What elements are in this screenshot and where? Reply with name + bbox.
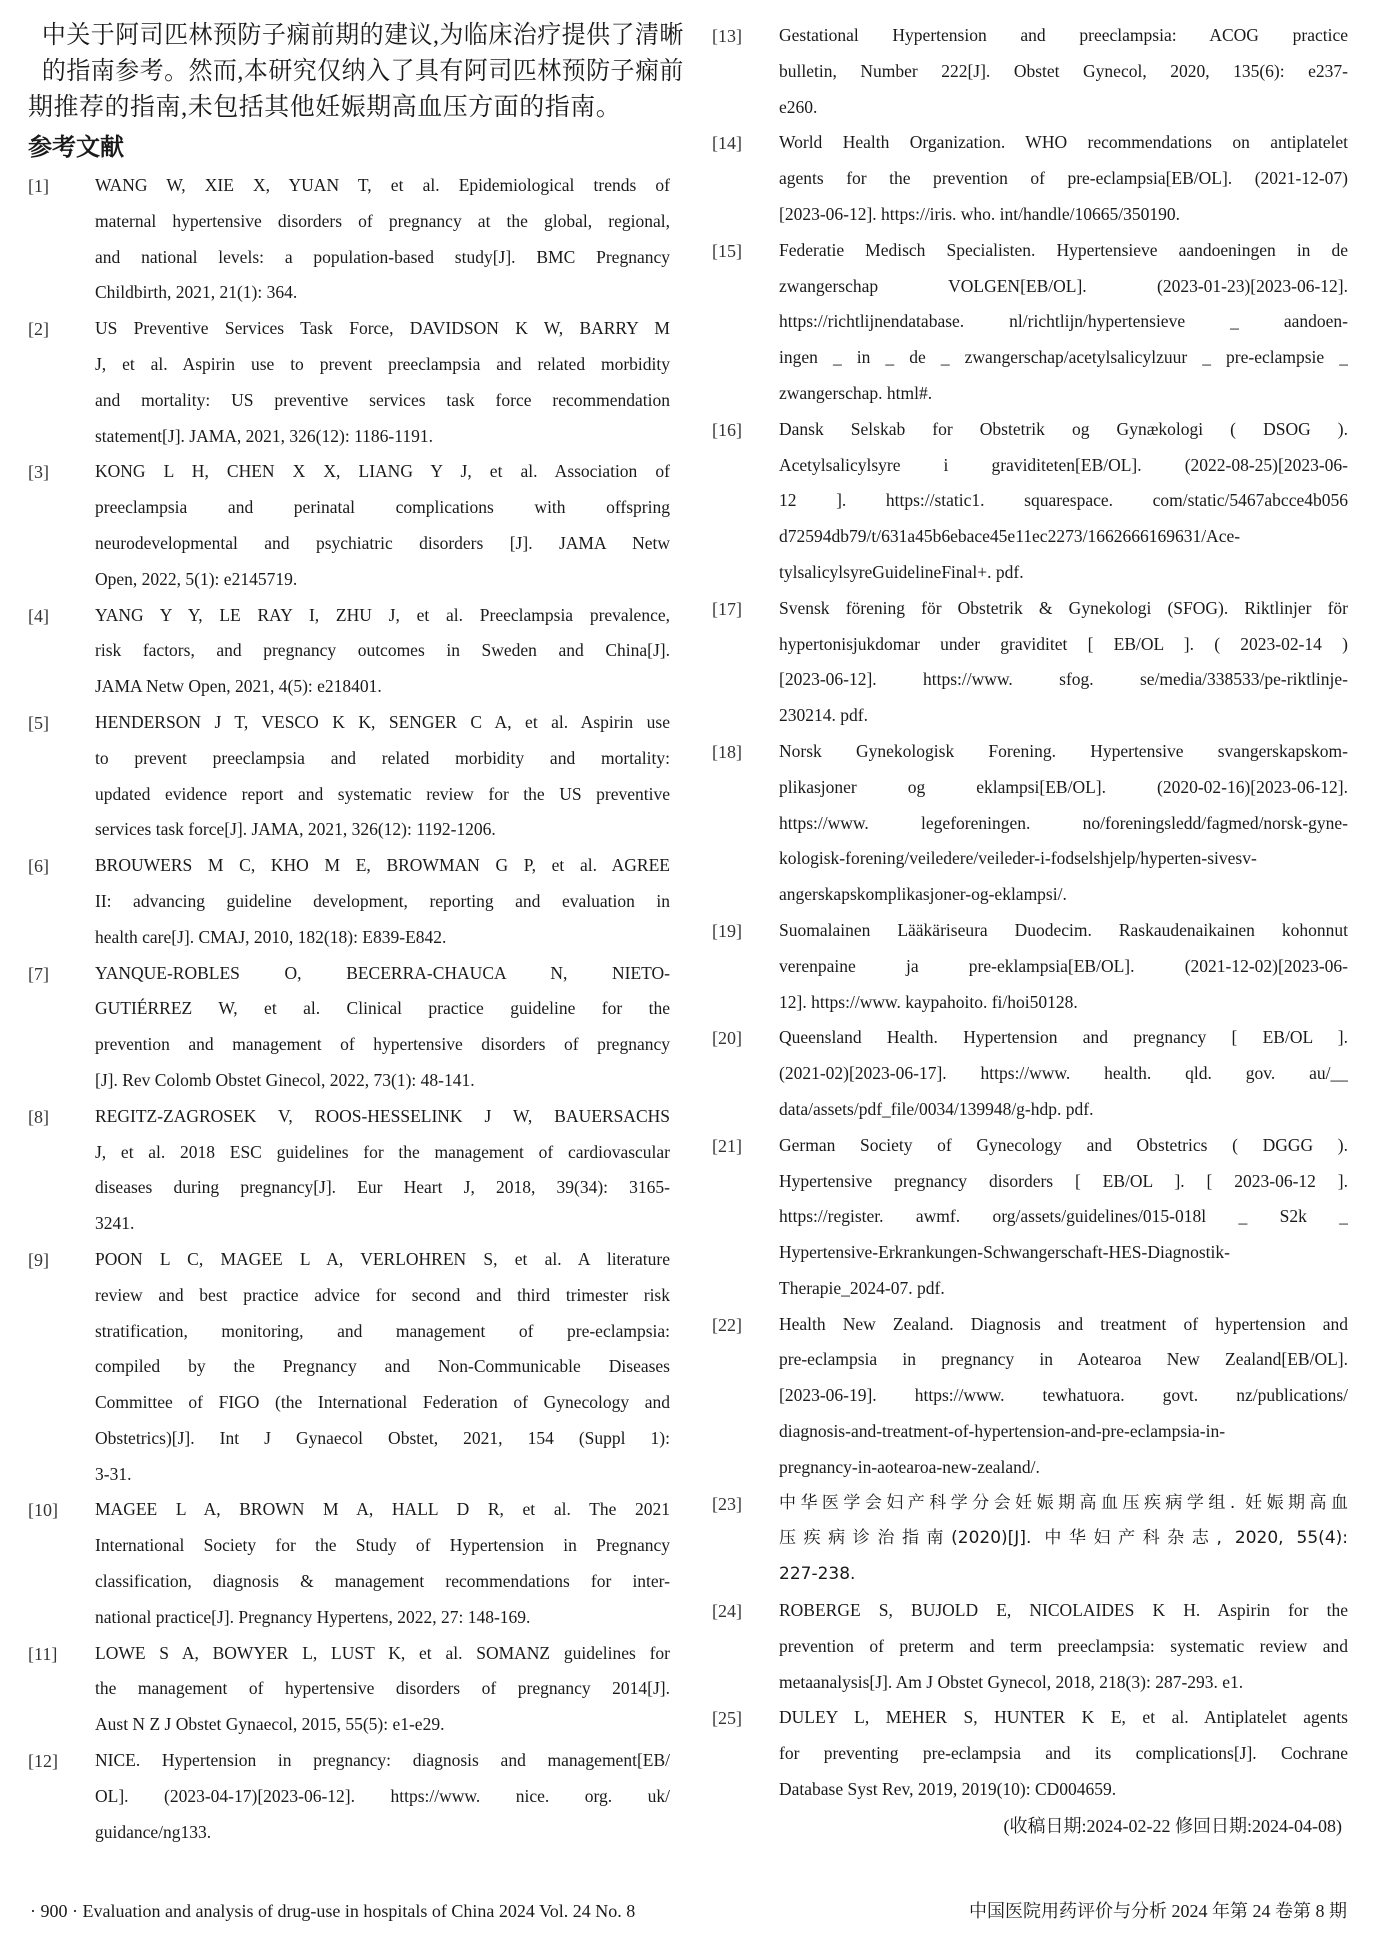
reference-text bbox=[95, 848, 670, 955]
reference-number: [16] bbox=[712, 419, 742, 440]
reference-list-right bbox=[712, 18, 1348, 1808]
reference-text bbox=[95, 598, 670, 705]
reference-line: bulletin, Number 222[J]. Obstet Gynecol, 2020, 135(6): e237- bbox=[779, 60, 1348, 81]
references-heading: 参考文献 bbox=[28, 133, 124, 161]
reference-line: kologisk-forening/veiledere/veileder-i-fodselshjelp/hyperten-sivesv- bbox=[779, 848, 1257, 869]
reference-line: metaanalysis[J]. Am J Obstet Gynecol, 2018, 218(3): 287-293. e1. bbox=[779, 1671, 1244, 1692]
reference-item bbox=[712, 734, 1348, 913]
reference-line: review and best practice advice for second and third trimester risk bbox=[95, 1284, 670, 1305]
reference-number: [12] bbox=[28, 1751, 58, 1772]
reference-item bbox=[712, 1307, 1348, 1486]
reference-number: [5] bbox=[28, 712, 49, 733]
reference-line: 中华医学会妇产科学分会妊娠期高血压疾病学组. 妊娠期高血 bbox=[779, 1492, 1348, 1513]
received-date-note: (收稿日期:2024-02-22 修回日期:2024-04-08) bbox=[1003, 1815, 1342, 1836]
reference-text bbox=[779, 1307, 1348, 1486]
reference-item bbox=[28, 1636, 670, 1743]
reference-line: [2023-06-12]. https://iris. who. int/handle/10665/350190. bbox=[779, 203, 1181, 224]
reference-item bbox=[28, 956, 670, 1099]
reference-line: https://richtlijnendatabase. nl/richtlijn/hypertensieve _ aandoen- bbox=[779, 311, 1348, 332]
page-footer bbox=[0, 1896, 1375, 1926]
reference-line: REGITZ-ZAGROSEK V, ROOS-HESSELINK J W, BAUERSACHS bbox=[95, 1105, 670, 1126]
reference-line: Hypertensive-Erkrankungen-Schwangerschaft-HES-Diagnostik- bbox=[779, 1242, 1230, 1263]
reference-text bbox=[779, 233, 1348, 412]
reference-number: [9] bbox=[28, 1249, 49, 1270]
reference-line: YANG Y Y, LE RAY I, ZHU J, et al. Preeclampsia prevalence, bbox=[95, 604, 670, 625]
reference-item bbox=[28, 311, 670, 454]
reference-line: and mortality: US preventive services task force recommendation bbox=[95, 389, 670, 410]
reference-item bbox=[712, 125, 1348, 232]
reference-item bbox=[28, 454, 670, 597]
reference-number: [13] bbox=[712, 26, 742, 46]
reference-number: [19] bbox=[712, 920, 742, 941]
reference-line: plikasjoner og eklampsi[EB/OL]. (2020-02-16)[2023-06-12]. bbox=[779, 776, 1348, 797]
reference-line: zwangerschap. html#. bbox=[779, 382, 933, 403]
reference-line: national practice[J]. Pregnancy Hypertens, 2022, 27: 148-169. bbox=[95, 1606, 531, 1627]
reference-line: https://register. awmf. org/assets/guidelines/015-018l _ S2k _ bbox=[779, 1206, 1348, 1227]
intro-paragraph bbox=[28, 18, 684, 126]
reference-item bbox=[28, 705, 670, 848]
reference-line: preeclampsia and perinatal complications with offspring bbox=[95, 497, 670, 518]
reference-line: 3241. bbox=[95, 1213, 135, 1234]
reference-line: the management of hypertensive disorders of pregnancy 2014[J]. bbox=[95, 1678, 670, 1699]
reference-line: risk factors, and pregnancy outcomes in Sweden and China[J]. bbox=[95, 640, 670, 661]
reference-text bbox=[95, 311, 670, 454]
reference-text bbox=[95, 1242, 670, 1493]
reference-text bbox=[779, 18, 1348, 125]
reference-line: zwangerschap VOLGEN[EB/OL]. (2023-01-23)[2023-06-12]. bbox=[779, 275, 1348, 296]
reference-line: Aust N Z J Obstet Gynaecol, 2015, 55(5): e1-e29. bbox=[95, 1714, 445, 1735]
reference-item bbox=[712, 1128, 1348, 1307]
reference-line: Gestational Hypertension and preeclampsia: ACOG practice bbox=[779, 25, 1348, 45]
reference-number: [6] bbox=[28, 856, 49, 877]
reference-item bbox=[712, 412, 1348, 591]
reference-text bbox=[779, 734, 1348, 913]
reference-number: [8] bbox=[28, 1106, 49, 1127]
reference-line: US Preventive Services Task Force, DAVIDSON K W, BARRY M bbox=[95, 318, 670, 339]
reference-line: e260. bbox=[779, 96, 818, 117]
reference-line: 12 ]. https://static1. squarespace. com/static/5467abcce4b056 bbox=[779, 490, 1348, 511]
reference-line: hypertonisjukdomar under graviditet [ EB/OL ]. ( 2023-02-14 ) bbox=[779, 633, 1348, 654]
reference-line: Therapie_2024-07. pdf. bbox=[779, 1277, 945, 1298]
reference-text bbox=[95, 1743, 670, 1850]
reference-text bbox=[779, 1020, 1348, 1127]
reference-item bbox=[712, 1593, 1348, 1700]
reference-text bbox=[779, 591, 1348, 734]
reference-line: Childbirth, 2021, 21(1): 364. bbox=[95, 282, 298, 303]
reference-line: Database Syst Rev, 2019, 2019(10): CD004659. bbox=[779, 1779, 1117, 1800]
reference-text bbox=[95, 956, 670, 1099]
reference-number: [2] bbox=[28, 319, 49, 340]
reference-line: https://www. legeforeningen. no/foreningsledd/fagmed/norsk-gyne- bbox=[779, 812, 1348, 833]
reference-line: prevention of preterm and term preeclampsia: systematic review and bbox=[779, 1635, 1348, 1656]
reference-number: [17] bbox=[712, 598, 742, 619]
reference-item bbox=[28, 1242, 670, 1493]
reference-line: (2021-02)[2023-06-17]. https://www. health. qld. gov. au/__ bbox=[779, 1063, 1348, 1084]
reference-line: angerskapskomplikasjoner-og-eklampsi/. bbox=[779, 884, 1067, 905]
reference-line: J, et al. Aspirin use to prevent preeclampsia and related morbidity bbox=[95, 353, 670, 374]
reference-number: [1] bbox=[28, 176, 49, 196]
reference-item bbox=[28, 848, 670, 955]
reference-line: 230214. pdf. bbox=[779, 705, 868, 726]
reference-item bbox=[712, 1700, 1348, 1807]
reference-line: [2023-06-19]. https://www. tewhatuora. govt. nz/publications/ bbox=[779, 1385, 1348, 1406]
reference-line: Open, 2022, 5(1): e2145719. bbox=[95, 568, 298, 589]
reference-line: neurodevelopmental and psychiatric disorders [J]. JAMA Netw bbox=[95, 532, 670, 553]
reference-line: Hypertensive pregnancy disorders [ EB/OL ]. [ 2023-06-12 ]. bbox=[779, 1170, 1348, 1191]
reference-line: stratification, monitoring, and management of pre-eclampsia: bbox=[95, 1320, 670, 1341]
reference-item bbox=[712, 1020, 1348, 1127]
reference-line: maternal hypertensive disorders of pregnancy at the global, regional, bbox=[95, 210, 670, 231]
reference-line: ingen _ in _ de _ zwangerschap/acetylsalicylzuur _ pre-eclampsie _ bbox=[779, 347, 1348, 368]
reference-line: II: advancing guideline development, reporting and evaluation in bbox=[95, 890, 670, 911]
reference-text bbox=[779, 913, 1348, 1020]
reference-line: d72594db79/t/631a45b6ebace45e11ec2273/1662666169631/Ace- bbox=[779, 526, 1241, 547]
reference-line: 227-238. bbox=[779, 1564, 856, 1585]
reference-item bbox=[712, 591, 1348, 734]
reference-line: and national levels: a population-based study[J]. BMC Pregnancy bbox=[95, 246, 670, 267]
reference-number: [15] bbox=[712, 240, 742, 261]
reference-line: HENDERSON J T, VESCO K K, SENGER C A, et al. Aspirin use bbox=[95, 711, 670, 732]
reference-line: prevention and management of hypertensive disorders of pregnancy bbox=[95, 1034, 670, 1055]
reference-item bbox=[28, 598, 670, 705]
reference-line: Acetylsalicylsyre i graviditeten[EB/OL]. (2022-08-25)[2023-06- bbox=[779, 454, 1348, 475]
reference-line: ROBERGE S, BUJOLD E, NICOLAIDES K H. Aspirin for the bbox=[779, 1600, 1348, 1621]
reference-line: for preventing pre-eclampsia and its complications[J]. Cochrane bbox=[779, 1743, 1348, 1764]
reference-line: verenpaine ja pre-eklampsia[EB/OL]. (2021-12-02)[2023-06- bbox=[779, 955, 1348, 976]
reference-number: [11] bbox=[28, 1643, 58, 1664]
reference-line: tylsalicylsyreGuidelineFinal+. pdf. bbox=[779, 561, 1024, 582]
reference-line: guidance/ng133. bbox=[95, 1821, 212, 1842]
reference-line: JAMA Netw Open, 2021, 4(5): e218401. bbox=[95, 676, 382, 697]
reference-item bbox=[712, 1486, 1348, 1593]
reference-line: services task force[J]. JAMA, 2021, 326(12): 1192-1206. bbox=[95, 819, 496, 840]
footer-journal-en: · 900 · Evaluation and analysis of drug-use in hospitals of China 2024 Vol. 24 No. 8 bbox=[30, 1901, 636, 1921]
reference-line: NICE. Hypertension in pregnancy: diagnosis and management[EB/ bbox=[95, 1750, 670, 1771]
reference-line: GUTIÉRREZ W, et al. Clinical practice guideline for the bbox=[95, 998, 670, 1019]
reference-text bbox=[779, 1128, 1348, 1307]
reference-line: Health New Zealand. Diagnosis and treatment of hypertension and bbox=[779, 1313, 1348, 1334]
reference-item bbox=[28, 168, 670, 311]
reference-line: MAGEE L A, BROWN M A, HALL D R, et al. The 2021 bbox=[95, 1499, 670, 1520]
reference-number: [21] bbox=[712, 1135, 742, 1156]
reference-number: [10] bbox=[28, 1500, 58, 1521]
reference-line: diagnosis-and-treatment-of-hypertension-and-pre-eclampsia-in- bbox=[779, 1421, 1226, 1442]
reference-line: 3-31. bbox=[95, 1463, 132, 1484]
reference-item bbox=[28, 1492, 670, 1635]
reference-line: pregnancy-in-aotearoa-new-zealand/. bbox=[779, 1456, 1040, 1477]
reference-line: WANG W, XIE X, YUAN T, et al. Epidemiological trends of bbox=[95, 175, 670, 195]
reference-item bbox=[28, 1099, 670, 1242]
reference-line: Committee of FIGO (the International Federation of Gynecology and bbox=[95, 1392, 670, 1413]
reference-line: data/assets/pdf_file/0034/139948/g-hdp. pdf. bbox=[779, 1098, 1094, 1119]
reference-text bbox=[779, 1700, 1348, 1807]
reference-line: Queensland Health. Hypertension and pregnancy [ EB/OL ]. bbox=[779, 1027, 1348, 1048]
reference-line: DULEY L, MEHER S, HUNTER K E, et al. Antiplatelet agents bbox=[779, 1707, 1348, 1728]
reference-line: Norsk Gynekologisk Forening. Hypertensive svangerskapskom- bbox=[779, 740, 1348, 761]
reference-number: [25] bbox=[712, 1708, 742, 1729]
reference-line: LOWE S A, BOWYER L, LUST K, et al. SOMANZ guidelines for bbox=[95, 1642, 670, 1663]
reference-line: International Society for the Study of Hypertension in Pregnancy bbox=[95, 1535, 670, 1556]
reference-text bbox=[779, 1486, 1348, 1593]
reference-line: BROUWERS M C, KHO M E, BROWMAN G P, et al. AGREE bbox=[95, 855, 670, 876]
reference-text bbox=[779, 1593, 1348, 1700]
reference-line: 12]. https://www. kaypahoito. fi/hoi50128. bbox=[779, 991, 1078, 1012]
reference-text bbox=[95, 705, 670, 848]
reference-line: KONG L H, CHEN X X, LIANG Y J, et al. Association of bbox=[95, 461, 670, 482]
reference-line: Federatie Medisch Specialisten. Hypertensieve aandoeningen in de bbox=[779, 239, 1348, 260]
intro-line: 中关于阿司匹林预防子痫前期的建议,为临床治疗提供了清晰 bbox=[41, 22, 684, 49]
reference-number: [24] bbox=[712, 1601, 742, 1622]
reference-text bbox=[95, 1099, 670, 1242]
reference-line: 压疾病诊治指南(2020)[J]. 中华妇产科杂志, 2020, 55(4): bbox=[779, 1528, 1348, 1549]
reference-line: health care[J]. CMAJ, 2010, 182(18): E839-E842. bbox=[95, 926, 447, 947]
reference-line: OL]. (2023-04-17)[2023-06-12]. https://www. nice. org. uk/ bbox=[95, 1785, 670, 1806]
reference-line: Suomalainen Lääkäriseura Duodecim. Raskaudenaikainen kohonnut bbox=[779, 919, 1348, 940]
reference-text bbox=[95, 454, 670, 597]
reference-list-left bbox=[28, 168, 670, 1850]
reference-item bbox=[712, 18, 1348, 125]
reference-line: World Health Organization. WHO recommendations on antiplatelet bbox=[779, 132, 1348, 153]
reference-item bbox=[28, 1743, 670, 1850]
reference-line: [2023-06-12]. https://www. sfog. se/media/338533/pe-riktlinje- bbox=[779, 669, 1348, 690]
reference-line: POON L C, MAGEE L A, VERLOHREN S, et al. A literature bbox=[95, 1248, 670, 1269]
reference-line: J, et al. 2018 ESC guidelines for the management of cardiovascular bbox=[95, 1141, 670, 1162]
reference-line: compiled by the Pregnancy and Non-Communicable Diseases bbox=[95, 1356, 670, 1377]
reference-line: statement[J]. JAMA, 2021, 326(12): 1186-1191. bbox=[95, 425, 433, 446]
reference-number: [7] bbox=[28, 963, 49, 984]
reference-number: [18] bbox=[712, 741, 742, 762]
reference-line: [J]. Rev Colomb Obstet Ginecol, 2022, 73(1): 48-141. bbox=[95, 1069, 475, 1090]
reference-text bbox=[95, 1636, 670, 1743]
reference-line: to prevent preeclampsia and related morbidity and mortality: bbox=[95, 747, 670, 768]
reference-number: [20] bbox=[712, 1028, 742, 1049]
reference-number: [23] bbox=[712, 1493, 742, 1514]
reference-line: pre-eclampsia in pregnancy in Aotearoa New Zealand[EB/OL]. bbox=[779, 1349, 1348, 1370]
reference-number: [22] bbox=[712, 1314, 742, 1335]
reference-number: [3] bbox=[28, 462, 49, 483]
right-column bbox=[712, 0, 1348, 1844]
reference-text bbox=[95, 1492, 670, 1635]
reference-line: Obstetrics)[J]. Int J Gynaecol Obstet, 2021, 154 (Suppl 1): bbox=[95, 1427, 670, 1448]
reference-line: YANQUE-ROBLES O, BECERRA-CHAUCA N, NIETO- bbox=[95, 962, 670, 983]
footer-journal-cn: 中国医院用药评价与分析 2024 年第 24 卷第 8 期 bbox=[969, 1901, 1347, 1921]
reference-number: [4] bbox=[28, 605, 49, 626]
reference-line: diseases during pregnancy[J]. Eur Heart J, 2018, 39(34): 3165- bbox=[95, 1177, 670, 1198]
reference-line: agents for the prevention of pre-eclampsia[EB/OL]. (2021-12-07) bbox=[779, 168, 1348, 189]
intro-line: 期推荐的指南,未包括其他妊娠期高血压方面的指南。 bbox=[28, 94, 622, 121]
reference-text bbox=[95, 168, 670, 311]
reference-text bbox=[779, 412, 1348, 591]
left-column bbox=[28, 0, 684, 1850]
reference-line: Dansk Selskab for Obstetrik og Gynækologi ( DSOG ). bbox=[779, 418, 1348, 439]
reference-item bbox=[712, 913, 1348, 1020]
reference-line: German Society of Gynecology and Obstetrics ( DGGG ). bbox=[779, 1134, 1348, 1155]
reference-item bbox=[712, 233, 1348, 412]
reference-line: Svensk förening för Obstetrik & Gynekologi (SFOG). Riktlinjer för bbox=[779, 597, 1348, 618]
reference-number: [14] bbox=[712, 133, 742, 154]
reference-text bbox=[779, 125, 1348, 232]
reference-line: updated evidence report and systematic review for the US preventive bbox=[95, 783, 670, 804]
intro-line: 的指南参考。然而,本研究仅纳入了具有阿司匹林预防子痫前 bbox=[41, 58, 684, 85]
reference-line: classification, diagnosis & management recommendations for inter- bbox=[95, 1571, 670, 1592]
